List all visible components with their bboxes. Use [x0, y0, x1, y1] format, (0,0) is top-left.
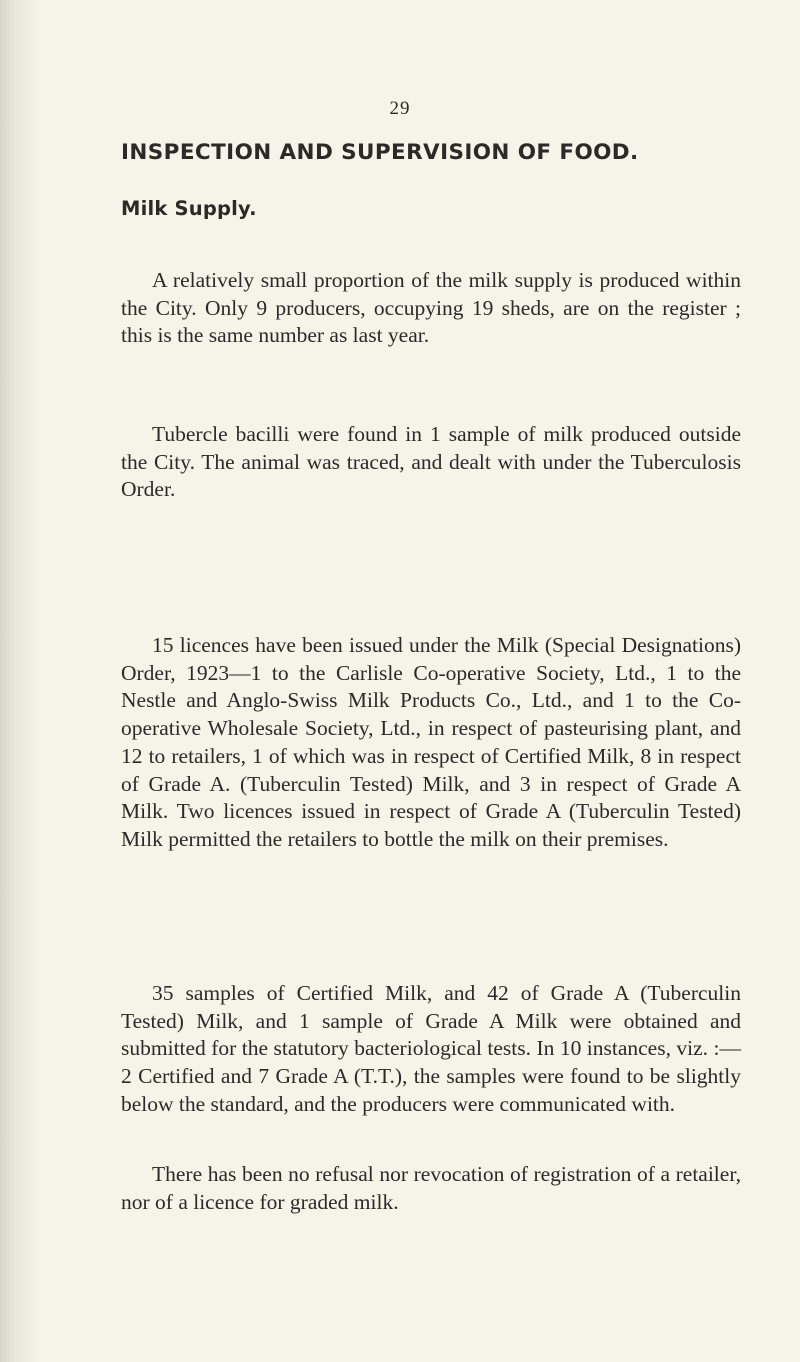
page-heading: INSPECTION AND SUPERVISION OF FOOD.	[121, 140, 639, 165]
paragraph-licences: 15 licences have been issued under the Milk (Special Designations) Order, 1923—1 to the Carlisle Co-operative Society, Ltd., 1 to the Nestle and Anglo-Swiss Milk Products Co., Ltd., and 1 to the Co-operative Wholesale Society, Ltd., in respect of pasteurising plant, and 12 to retailers, 1 of which was in respect of Certified Milk, 8 in respect of Grade A. (Tuberculin Tested) Milk, and 3 in respect of Grade A Milk. Two licences issued in respect of Grade A (Tuberculin Tested) Milk permitted the retailers to bottle the milk on their premises.	[121, 633, 741, 851]
paragraph-milk-producers: A relatively small proportion of the milk supply is produced within the City. Only 9 producers, occupying 19 sheds, are on the register ; this is the same number as last year.	[121, 268, 741, 348]
section-subheading: Milk Supply.	[121, 197, 257, 220]
page-edge-shadow	[0, 0, 40, 1362]
paragraph-tubercle-bacilli: Tubercle bacilli were found in 1 sample of milk produced outside the City. The animal was traced, and dealt with under the Tuberculosis Order.	[121, 422, 741, 502]
page-number: 29	[389, 98, 411, 119]
paragraph-samples: 35 samples of Certified Milk, and 42 of Grade A (Tuberculin Tested) Milk, and 1 sample of Grade A Milk were obtained and submitted for the statutory bacteriological tests. In 10 instances, viz. :—2 Certified and 7 Grade A (T.T.), the samples were found to be slightly below the standard, and the producers were communicated with.	[121, 981, 741, 1116]
paragraph-refusal: There has been no refusal nor revocation of registration of a retailer, nor of a licence for graded milk.	[121, 1162, 741, 1214]
